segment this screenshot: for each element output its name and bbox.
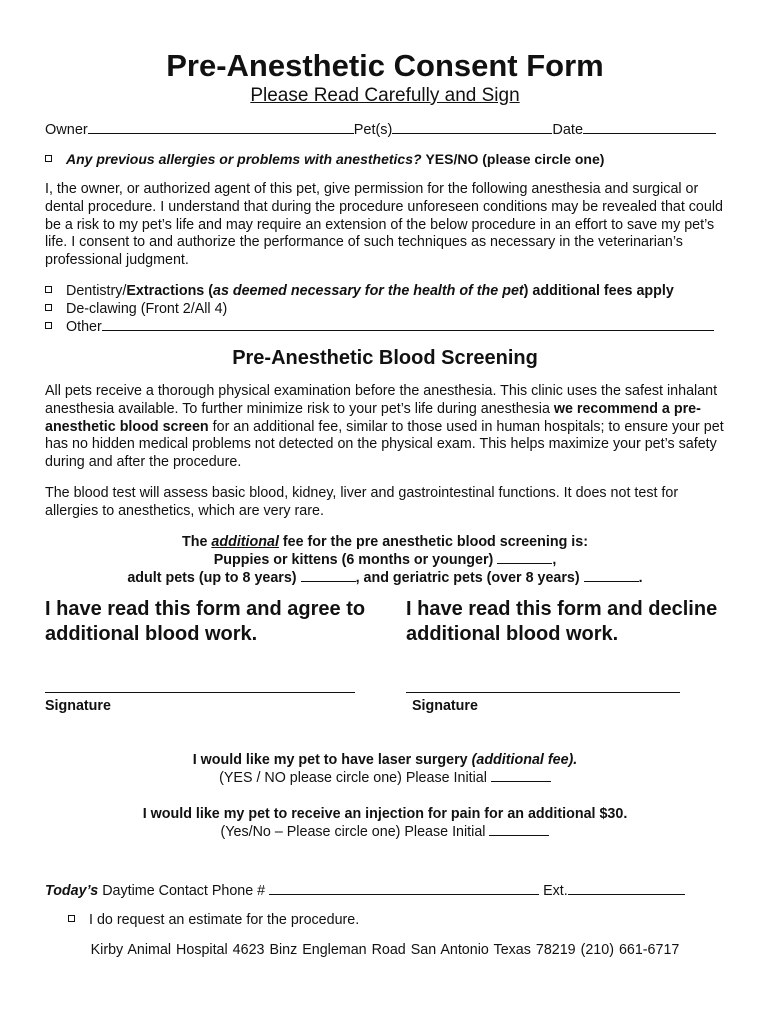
allergy-checkbox[interactable] xyxy=(45,155,52,162)
declawing-checkbox[interactable] xyxy=(45,304,52,311)
clinic-address: Kirby Animal Hospital 4623 Binz Engleman Road San Antonio Texas 78219 (210) 661-6717 xyxy=(90,942,680,958)
screening-text-a: All pets receive a thorough physical examination before the anesthesia. This clinic uses the safest inhalant anesthesia available. To further minimize risk to your pet’s life during anesthesia xyxy=(45,383,718,417)
laser-surgery-request xyxy=(0,751,770,769)
fee-adult-blank[interactable] xyxy=(301,569,356,582)
fee-line1-a: The xyxy=(182,534,212,550)
dentistry-bold2: ) additional fees apply xyxy=(523,283,674,299)
contact-phone-row xyxy=(45,882,685,899)
dentistry-bold1: Extractions ( xyxy=(126,283,213,299)
fee-adult-line xyxy=(0,569,770,587)
fee-line1-b: fee for the pre anesthetic blood screening is: xyxy=(278,534,588,550)
pets-label: Pet(s) xyxy=(353,122,393,138)
screening-recommend: we recommend a pre-anesthetic blood screen xyxy=(45,400,701,435)
allergy-question xyxy=(45,151,604,167)
laser-initial-label: (YES / NO please circle one) Please Initial xyxy=(219,770,487,786)
contact-ext-label: Ext. xyxy=(543,883,568,899)
dentistry-checkbox[interactable] xyxy=(45,286,52,293)
declawing-label: De-clawing (Front 2/All 4) xyxy=(66,301,228,317)
estimate-checkbox[interactable] xyxy=(68,915,75,922)
contact-lead: Today’s xyxy=(45,883,99,899)
form-title: Pre-Anesthetic Consent Form xyxy=(166,48,604,83)
agree-signature-label: Signature xyxy=(45,698,111,714)
decline-signature-label: Signature xyxy=(412,698,478,714)
fee-geriatric-label: , and geriatric pets (over 8 years) xyxy=(355,570,580,586)
fee-additional: additional xyxy=(211,534,279,550)
decline-statement: I have read this form and decline additional blood work. xyxy=(406,598,718,645)
decline-signature-line[interactable] xyxy=(406,692,680,693)
contact-phone-label: Daytime Contact Phone # xyxy=(98,883,266,899)
injection-initial-label: (Yes/No – Please circle one) Please Initial xyxy=(220,824,486,840)
dentistry-prefix: Dentistry/ xyxy=(66,283,127,299)
fee-adult-label: adult pets (up to 8 years) xyxy=(127,570,297,586)
fee-puppies-line xyxy=(0,551,770,569)
fee-heading xyxy=(0,533,770,551)
other-checkbox[interactable] xyxy=(45,322,52,329)
procedure-other xyxy=(45,318,714,336)
injection-initial-line xyxy=(0,823,770,841)
screening-paragraph xyxy=(45,383,730,472)
laser-text: I would like my pet to have laser surgery xyxy=(192,752,472,768)
fee-adult-end: . xyxy=(638,570,643,586)
contact-ext-field[interactable] xyxy=(568,882,685,895)
laser-initial-line xyxy=(0,769,770,787)
estimate-label: I do request an estimate for the procedure. xyxy=(89,912,360,928)
agree-signature-line[interactable] xyxy=(45,692,355,693)
procedure-declawing xyxy=(45,300,227,318)
fee-puppies-end: , xyxy=(552,552,557,568)
agree-statement: I have read this form and agree to additional blood work. xyxy=(45,598,366,645)
contact-phone-field[interactable] xyxy=(269,882,539,895)
owner-label: Owner xyxy=(45,122,88,138)
date-field[interactable] xyxy=(583,121,716,134)
blood-test-paragraph: The blood test will assess basic blood, kidney, liver and gastrointestinal functions. It does not test for allergies to anesthetics, which are very rare. xyxy=(45,485,679,519)
allergy-answer: YES/NO (please circle one) xyxy=(425,151,605,167)
screening-text-b: for an additional fee, similar to those used in human hospitals; to ensure your pet has no hidden medical problems not detected on the physical exam. This helps maximize your pet’s safety during and after the procedure. xyxy=(45,418,724,471)
fee-puppies-label: Puppies or kittens (6 months or younger) xyxy=(213,552,494,568)
screening-heading: Pre-Anesthetic Blood Screening xyxy=(232,347,538,369)
date-label: Date xyxy=(552,122,584,138)
fee-puppies-blank[interactable] xyxy=(497,551,552,564)
injection-request: I would like my pet to receive an injection for pain for an additional $30. xyxy=(142,806,628,822)
estimate-request xyxy=(68,912,359,928)
laser-initial-blank[interactable] xyxy=(491,769,551,782)
consent-paragraph: I, the owner, or authorized agent of this pet, give permission for the following anesthesia and surgical or dental procedure. I understand that during the procedure unforeseen conditions may be revealed that could be a risk to my pet’s life and may require an extension of the below procedure in an effort to save my pet’s life. I consent to and authorize the performance of such techniques as necessary in the veterinarian’s professional judgment. xyxy=(45,181,723,269)
procedure-dentistry xyxy=(45,282,674,300)
dentistry-italic: as deemed necessary for the health of the pet xyxy=(213,283,524,299)
owner-field[interactable] xyxy=(88,121,354,134)
owner-info-row xyxy=(45,121,716,138)
fee-geriatric-blank[interactable] xyxy=(584,569,639,582)
pets-field[interactable] xyxy=(392,121,552,134)
injection-initial-blank[interactable] xyxy=(489,823,549,836)
other-field[interactable] xyxy=(102,318,714,331)
other-label: Other xyxy=(66,319,102,335)
allergy-question-text: Any previous allergies or problems with anesthetics? xyxy=(66,151,422,167)
form-subtitle: Please Read Carefully and Sign xyxy=(250,85,520,106)
laser-fee-note: (additional fee). xyxy=(471,752,578,768)
